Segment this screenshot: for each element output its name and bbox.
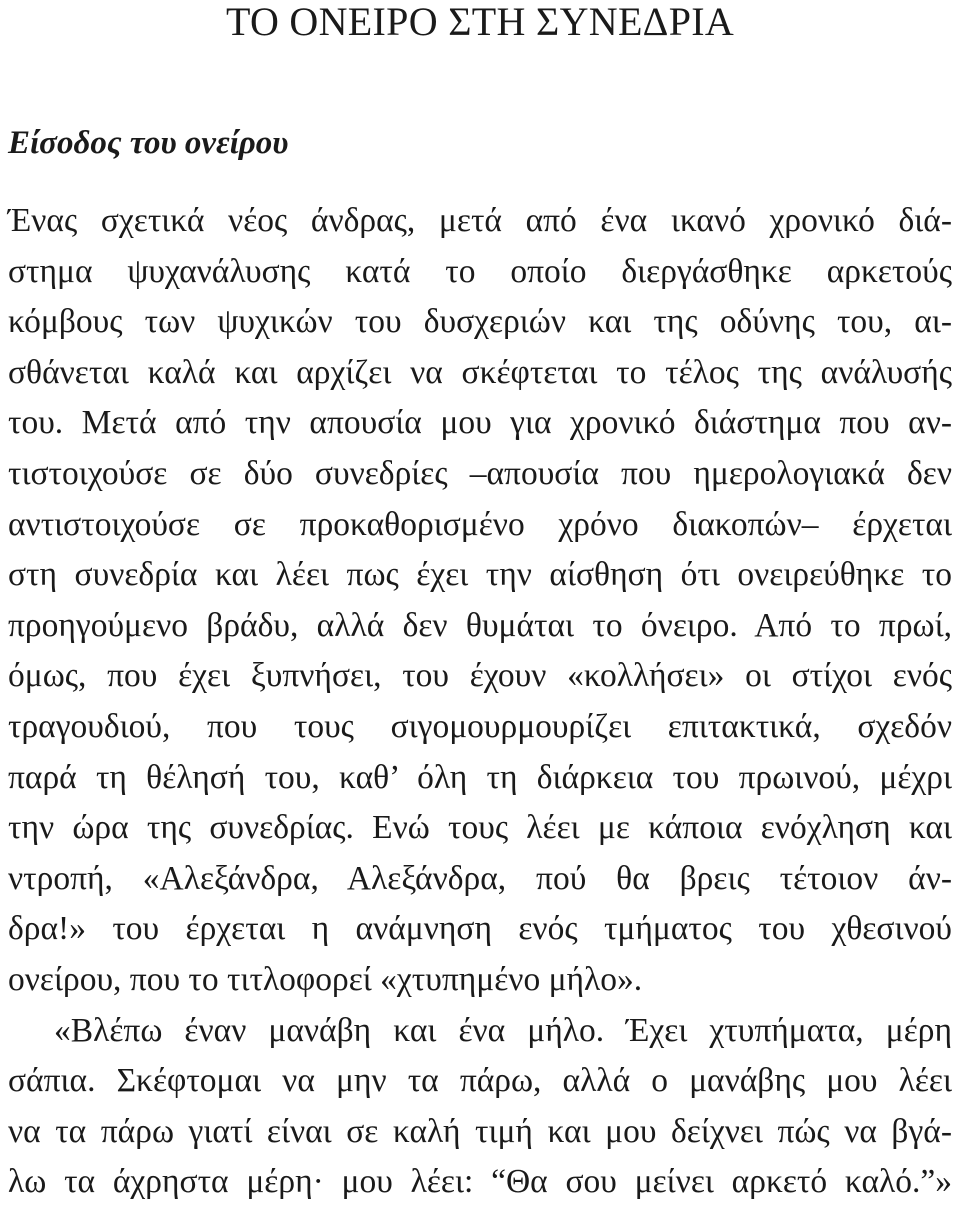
text-line: παρά τη θέλησή του, καθ’ όλη τη διάρκεια του πρωινού, μέχρι xyxy=(8,758,952,796)
chapter-title: ΤΟ ΟΝΕΙΡΟ ΣΤΗ ΣΥΝΕΔΡΙΑ xyxy=(225,0,735,44)
text-line: ντροπή, «Αλεξάνδρα, Αλεξάνδρα, πού θα βρεις τέτοιον άν- xyxy=(8,859,952,897)
text-line: δρα!» του έρχεται η ανάμνηση ενός τμήματος του χθεσινού xyxy=(8,910,952,948)
text-line: σάπια. Σκέφτομαι να μην τα πάρω, αλλά ο μανάβης μου λέει xyxy=(8,1062,952,1100)
body-text xyxy=(8,196,952,1208)
text-line: ονείρου, που το τιτλοφορεί «χτυπημένο μήλο». xyxy=(8,960,643,998)
text-line: αντιστοιχούσε σε προκαθορισμένο χρόνο διακοπών– έρχεται xyxy=(8,505,952,543)
text-line: του. Μετά από την απουσία μου για χρονικό διάστημα που αν- xyxy=(8,404,952,442)
text-line: λω τα άχρηστα μέρη· μου λέει: “Θα σου μείνει αρκετό καλό.”» xyxy=(8,1163,952,1201)
text-line: όμως, που έχει ξυπνήσει, του έχουν «κολλήσει» οι στίχοι ενός xyxy=(8,657,952,695)
text-line: Ένας σχετικά νέος άνδρας, μετά από ένα ικανό χρονικό διά- xyxy=(8,202,952,239)
text-line: τραγουδιού, που τους σιγομουρμουρίζει επιτακτικά, σχεδόν xyxy=(8,707,952,745)
section-heading: Είσοδος του ονείρου xyxy=(8,125,289,161)
text-line: την ώρα της συνεδρίας. Ενώ τους λέει με κάποια ενόχληση και xyxy=(8,809,952,847)
text-line: «Βλέπω έναν μανάβη και ένα μήλο. Έχει χτυπήματα, μέρη xyxy=(54,1011,952,1049)
paragraph-2 xyxy=(8,1006,952,1208)
text-line: να τα πάρω γιατί είναι σε καλή τιμή και μου δείχνει πώς να βγά- xyxy=(8,1112,952,1150)
text-line: σθάνεται καλά και αρχίζει να σκέφτεται το τέλος της ανάλυσής xyxy=(8,353,952,391)
text-line: τιστοιχούσε σε δύο συνεδρίες –απουσία που ημερολογιακά δεν xyxy=(8,454,952,492)
text-line: στη συνεδρία και λέει πως έχει την αίσθηση ότι ονειρεύθηκε το xyxy=(8,556,952,594)
book-page xyxy=(8,0,952,1201)
text-line: προηγούμενο βράδυ, αλλά δεν θυμάται το όνειρο. Από το πρωί, xyxy=(8,606,952,644)
text-line: στημα ψυχανάλυσης κατά το οποίο διεργάσθηκε αρκετούς xyxy=(8,252,952,290)
paragraph-1 xyxy=(8,196,952,1006)
text-line: κόμβους των ψυχικών του δυσχεριών και της οδύνης του, αι- xyxy=(8,303,952,341)
